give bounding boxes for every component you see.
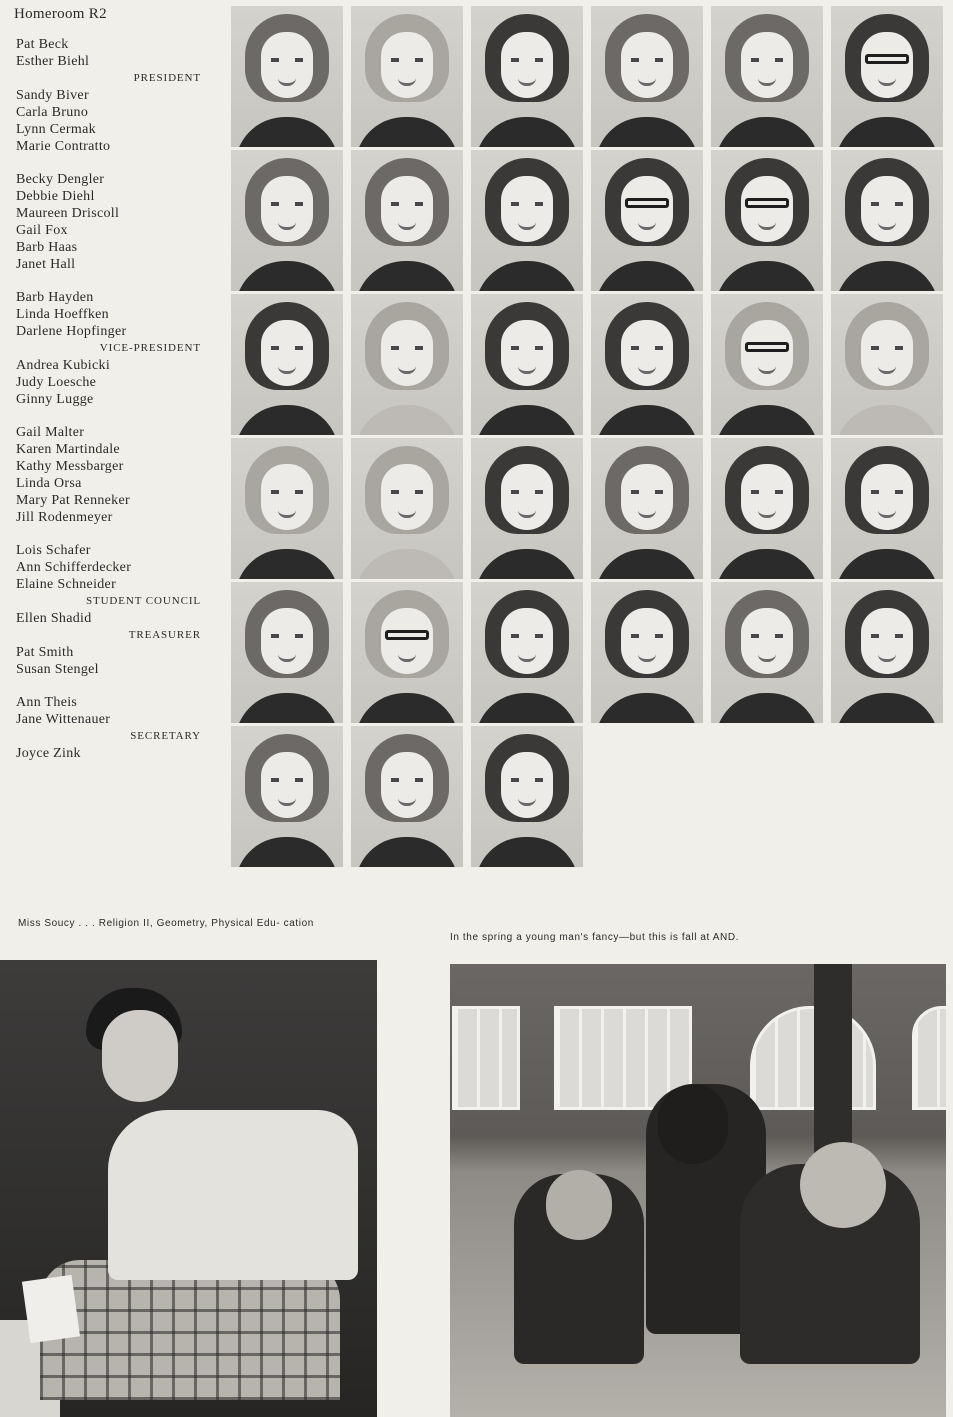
student-portrait: [591, 582, 703, 723]
student-portrait: [351, 6, 463, 147]
student-name: Andrea Kubicki: [16, 358, 111, 373]
office-label: TREASURER: [128, 629, 201, 641]
office-label: STUDENT COUNCIL: [85, 595, 201, 607]
student-name: Debbie Diehl: [16, 189, 95, 204]
student-portrait: [231, 438, 343, 579]
student-portrait: [471, 294, 583, 435]
student-portrait: [231, 582, 343, 723]
student-name: Sandy Biver: [16, 88, 89, 103]
student-name: Ann Theis: [16, 695, 78, 710]
student-portrait: [711, 438, 823, 579]
student-name: Gail Malter: [16, 425, 85, 440]
student-portrait: [711, 6, 823, 147]
student-name: Maureen Driscoll: [16, 206, 120, 221]
portrait-grid: [231, 6, 943, 878]
student-portrait: [711, 582, 823, 723]
student-name: Linda Orsa: [16, 476, 82, 491]
student-portrait: [231, 6, 343, 147]
student-name: Karen Martindale: [16, 442, 120, 457]
student-portrait: [231, 726, 343, 867]
student-portrait: [471, 6, 583, 147]
student-name: Jill Rodenmeyer: [16, 510, 113, 525]
student-portrait: [591, 294, 703, 435]
student-portrait: [231, 150, 343, 291]
student-portrait: [711, 294, 823, 435]
campus-caption: In the spring a young man's fancy—but this is fall at AND.: [450, 932, 740, 943]
student-name: Mary Pat Renneker: [16, 493, 130, 508]
student-portrait: [831, 6, 943, 147]
teacher-caption: Miss Soucy . . . Religion II, Geometry, Physical Edu- cation: [18, 918, 314, 929]
student-name: Ann Schifferdecker: [16, 560, 132, 575]
homeroom-title: Homeroom R2: [14, 6, 107, 22]
student-portrait: [351, 582, 463, 723]
student-portrait: [831, 582, 943, 723]
student-name: Barb Haas: [16, 240, 78, 255]
student-portrait: [591, 438, 703, 579]
student-portrait: [471, 582, 583, 723]
campus-photo: [450, 964, 946, 1417]
office-label: VICE-PRESIDENT: [99, 342, 201, 354]
student-name: Carla Bruno: [16, 105, 89, 120]
student-name: Linda Hoeffken: [16, 307, 109, 322]
student-name: Kathy Messbarger: [16, 459, 124, 474]
office-label: SECRETARY: [130, 730, 201, 742]
student-name: Judy Loesche: [16, 375, 97, 390]
student-portrait: [591, 6, 703, 147]
student-portrait: [471, 726, 583, 867]
student-name: Ginny Lugge: [16, 392, 94, 407]
roster-group: [16, 36, 201, 155]
student-portrait: [831, 294, 943, 435]
student-name: Esther Biehl: [16, 54, 90, 69]
roster-group: [16, 424, 201, 526]
student-portrait: [351, 294, 463, 435]
roster-group: [16, 171, 201, 273]
student-name: Jane Wittenauer: [16, 712, 111, 727]
roster-group: [16, 289, 201, 408]
student-portrait: [351, 150, 463, 291]
office-label: PRESIDENT: [133, 72, 201, 84]
student-portrait: [711, 150, 823, 291]
student-name: Pat Smith: [16, 645, 74, 660]
student-portrait: [831, 150, 943, 291]
roster-group: [16, 694, 201, 762]
student-name: Gail Fox: [16, 223, 68, 238]
student-name: Pat Beck: [16, 37, 69, 52]
teacher-photo: [0, 960, 377, 1417]
name-roster: [16, 36, 201, 778]
student-portrait: [831, 438, 943, 579]
student-name: Lois Schafer: [16, 543, 91, 558]
student-portrait: [471, 438, 583, 579]
student-portrait: [591, 150, 703, 291]
student-name: Elaine Schneider: [16, 577, 117, 592]
student-name: Susan Stengel: [16, 662, 99, 677]
student-name: Janet Hall: [16, 257, 76, 272]
student-name: Becky Dengler: [16, 172, 105, 187]
student-name: Darlene Hopfinger: [16, 324, 127, 339]
student-portrait: [351, 726, 463, 867]
student-portrait: [231, 294, 343, 435]
student-name: Joyce Zink: [16, 746, 81, 761]
student-name: Marie Contratto: [16, 139, 111, 154]
student-portrait: [351, 438, 463, 579]
student-name: Barb Hayden: [16, 290, 94, 305]
student-name: Ellen Shadid: [16, 611, 92, 626]
roster-group: [16, 542, 201, 678]
student-name: Lynn Cermak: [16, 122, 96, 137]
student-portrait: [471, 150, 583, 291]
